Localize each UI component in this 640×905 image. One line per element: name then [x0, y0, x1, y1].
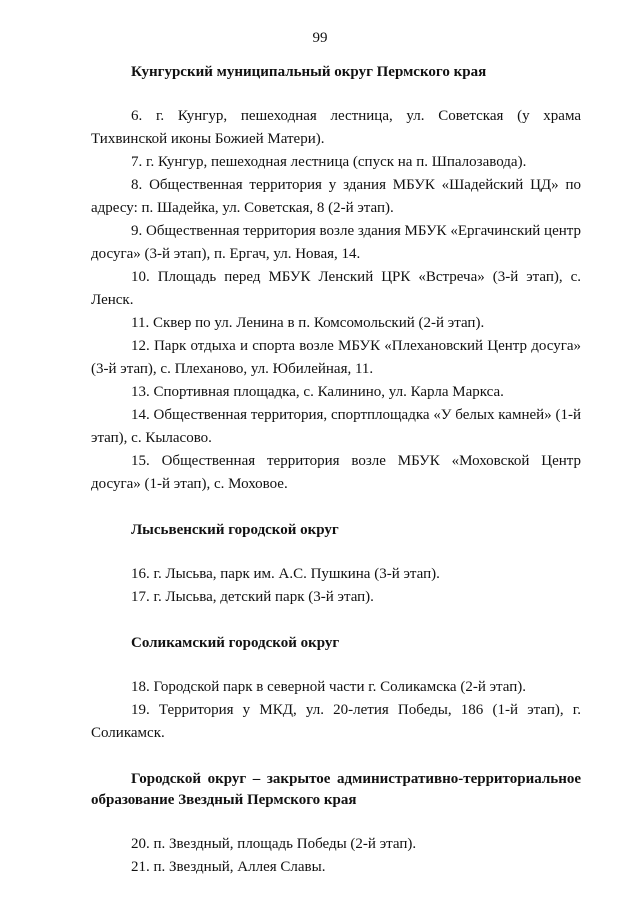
list-item: 9. Общественная территория возле здания МБУК «Ергачинский центр досуга» (3-й этап), п. Ергач, ул. Новая, 14. — [91, 223, 581, 262]
section-solikamsk — [91, 633, 581, 745]
section-heading: Лысьвенский городской округ — [131, 522, 339, 538]
list-item: 18. Городской парк в северной части г. Соликамска (2-й этап). — [131, 679, 527, 695]
list-item: 17. г. Лысьва, детский парк (3-й этап). — [131, 589, 374, 605]
section-heading: Соликамский городской округ — [131, 635, 340, 651]
list-item: 12. Парк отдыха и спорта возле МБУК «Плехановский Центр досуга» (3-й этап), с. Плеханово, ул. Юбилейная, 11. — [91, 338, 581, 377]
list-item: 16. г. Лысьва, парк им. А.С. Пушкина (3-й этап). — [131, 566, 440, 582]
section-heading: Кунгурский муниципальный округ Пермского края — [131, 64, 487, 80]
section-kungur — [91, 62, 581, 496]
list-item: 10. Площадь перед МБУК Ленский ЦРК «Встреча» (3-й этап), с. Ленск. — [91, 269, 581, 308]
list-item: 13. Спортивная площадка, с. Калинино, ул. Карла Маркса. — [131, 384, 504, 400]
section-zvezdny — [91, 769, 581, 879]
list-item: 11. Сквер по ул. Ленина в п. Комсомольский (2-й этап). — [131, 315, 485, 331]
section-heading: Городской округ – закрытое административно-территориальное образование Звездный Пермского края — [91, 771, 581, 808]
section-lysva — [91, 520, 581, 609]
list-item: 7. г. Кунгур, пешеходная лестница (спуск на п. Шпалозавода). — [131, 154, 527, 170]
list-item: 14. Общественная территория, спортплощадка «У белых камней» (1-й этап), с. Кыласово. — [91, 407, 581, 446]
document-body — [91, 62, 581, 879]
list-item: 15. Общественная территория возле МБУК «Моховской Центр досуга» (1-й этап), с. Моховое. — [91, 453, 581, 492]
list-item: 21. п. Звездный, Аллея Славы. — [131, 859, 326, 875]
list-item: 19. Территория у МКД, ул. 20-летия Победы, 186 (1-й этап), г. Соликамск. — [91, 702, 581, 741]
list-item: 8. Общественная территория у здания МБУК «Шадейский ЦД» по адресу: п. Шадейка, ул. Советская, 8 (2-й этап). — [91, 177, 581, 216]
list-item: 20. п. Звездный, площадь Победы (2-й этап). — [131, 836, 417, 852]
page-number: 99 — [312, 30, 328, 46]
list-item: 6. г. Кунгур, пешеходная лестница, ул. Советская (у храма Тихвинской иконы Божией Матери). — [91, 108, 581, 147]
